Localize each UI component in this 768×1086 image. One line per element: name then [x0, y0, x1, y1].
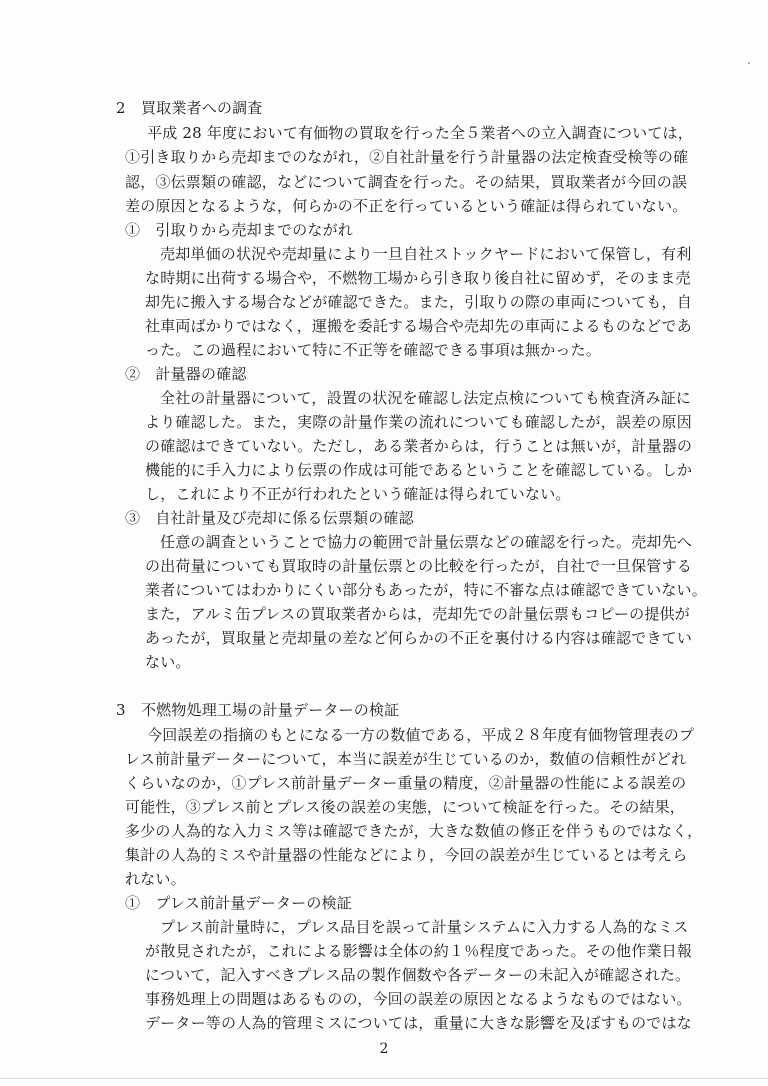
section-3-item-1-line: データー等の人為的管理ミスについては，重量に大きな影響を及ぼすものではな	[145, 1014, 692, 1032]
page-number: 2	[379, 1041, 389, 1057]
section-2-intro-line: 平成 28 年度において有価物の買取を行った全５業者への立入調査については，	[147, 124, 693, 142]
section-3-intro-line: レス前計量データーについて，本当に誤差が生じているのか，数値の信頼性がどれ	[125, 750, 687, 768]
section-2-item-1-line: 社車両ばかりではなく，運搬を委託する場合や売却先の車両によるものなどであ	[145, 317, 692, 335]
section-2-item-2-line: 全社の計量器について，設置の状況を確認し法定点検についても検査済み証に	[160, 389, 692, 407]
scan-edge-line	[0, 1078, 768, 1079]
section-2-intro-line: ①引き取りから売却までのながれ，②自社計量を行う計量器の法定検査受検等の確	[125, 148, 689, 166]
section-3-intro-line: 集計の人為的ミスや計量器の性能などにより，今回の誤差が生じているとは考えら	[125, 846, 688, 864]
section-3-intro-line: くらいなのか，①プレス前計量データー重量の精度，②計量器の性能による誤差の	[125, 774, 687, 792]
section-2-item-3-line: 任意の調査ということで協力の範囲で計量伝票などの確認を行った。売却先へ	[160, 533, 693, 551]
section-2-item-2-line: の確認はできていない。ただし，ある業者からは，行うことは無いが，計量器の	[145, 437, 693, 455]
section-3-item-1-line: が散見されたが，これによる影響は全体の約１％程度であった。その他作業日報	[145, 942, 693, 960]
section-3-intro-line: 可能性，③プレス前とプレス後の誤差の実態，について検証を行った。その結果，	[125, 798, 686, 816]
scan-speck	[748, 62, 750, 64]
section-3-item-1-line: 事務処理上の問題はあるものの，今回の誤差の原因となるようなものではない。	[145, 990, 692, 1008]
section-2-item-2-title: ② 計量器の確認	[125, 365, 247, 383]
section-2-heading: 2 買取業者への調査	[116, 99, 263, 117]
section-3-item-1-line: について，記入すべきプレス品の製作個数や各データーの未記入が確認された。	[145, 966, 691, 984]
section-3-heading: 3 不燃物処理工場の計量データーの検証	[116, 701, 400, 719]
section-2-item-3-line: あったが，買取量と売却量の差など何らかの不正を裏付ける内容は確認できてい	[145, 629, 693, 647]
section-2-item-1-line: な時期に出荷する場合や，不燃物工場から引き取り後自社に留めず，そのまま売	[145, 269, 691, 287]
section-2-item-2-line: より確認した。また，実際の計量作業の流れについても確認したが，誤差の原因	[145, 413, 692, 431]
section-2-item-3-line: の出荷量についても買取時の計量伝票との比較を行ったが，自社で一旦保管する	[145, 557, 692, 575]
section-3-intro-line: 今回誤差の指摘のもとになる一方の数値である，平成２８年度有価物管理表のプ	[147, 726, 695, 744]
section-3-intro-line: 多少の人為的な入力ミス等は確認できたが，大きな数値の修正を伴うものではなく，	[125, 822, 703, 840]
section-2-item-3-title: ③ 自社計量及び売却に係る伝票類の確認	[125, 509, 414, 527]
section-3-intro-line: れない。	[125, 870, 186, 888]
section-2-item-3-line: 業者についてはわかりにくい部分もあったが，特に不審な点は確認できていない。	[145, 581, 707, 599]
section-2-item-1-line: 売却単価の状況や売却量により一旦自社ストックヤードにおいて保管し，有利	[160, 245, 692, 263]
section-2-item-1-line: 却先に搬入する場合などが確認できた。また，引取りの際の車両についても，自	[145, 293, 692, 311]
section-2-item-3-line: また，アルミ缶プレスの買取業者からは，売却先での計量伝票もコピーの提供が	[145, 605, 690, 623]
section-2-item-2-line: し，これにより不正が行われたという確証は得られていない。	[145, 485, 571, 503]
section-3-item-1-line: プレス前計量時に，プレス品目を誤って計量システムに入力する人為的なミス	[160, 918, 689, 936]
section-2-intro-line: 差の原因となるような，何らかの不正を行っているという確証は得られていない。	[125, 197, 688, 215]
section-2-intro-line: 認，③伝票類の確認，などについて調査を行った。その結果，買取業者が今回の誤	[125, 173, 688, 191]
section-2-item-1-title: ① 引取りから売却までのながれ	[125, 221, 354, 239]
section-2-item-2-line: 機能的に手入力により伝票の作成は可能であるということを確認している。しか	[145, 461, 693, 479]
section-2-item-3-line: ない。	[145, 653, 191, 671]
section-2-item-1-line: った。この過程において特に不正等を確認できる事項は無かった。	[145, 341, 602, 359]
section-3-item-1-title: ① プレス前計量データーの検証	[125, 894, 352, 912]
